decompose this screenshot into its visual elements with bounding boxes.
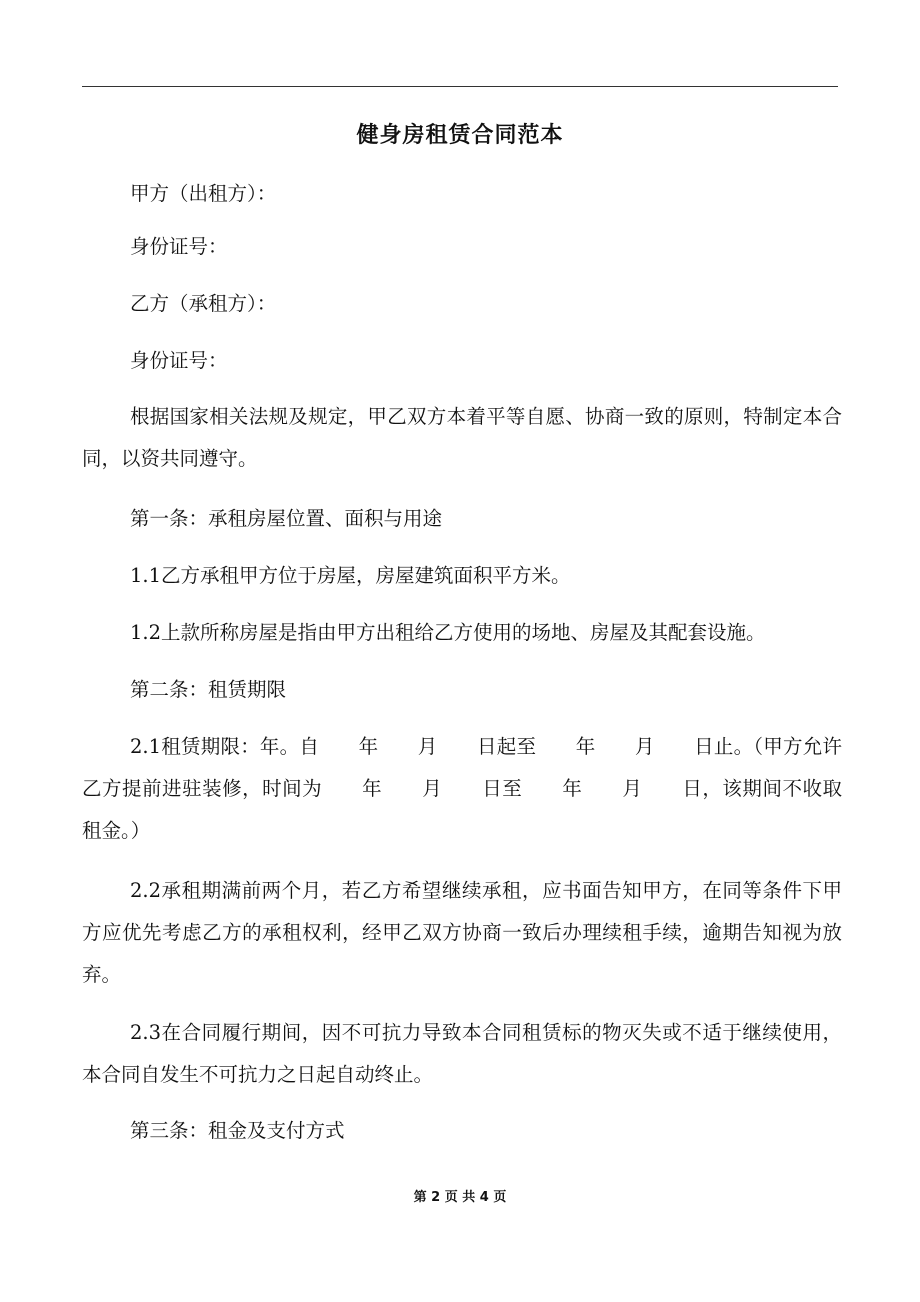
paragraph-clause-2-2: 2.2承租期满前两个月，若乙方希望继续承租，应书面告知甲方，在同等条件下甲方应优先考虑乙方的承租权利，经甲乙双方协商一致后办理续租手续，逾期告知视为放弃。 xyxy=(82,879,842,986)
paragraph-lessee: 乙方（承租方）： xyxy=(130,292,277,315)
paragraph-clause-1-1: 1.1乙方承租甲方位于房屋，房屋建筑面积平方米。 xyxy=(130,564,571,587)
page-number: 第 2 页 共 4 页 xyxy=(413,1190,507,1205)
paragraph-article-2: 第二条：租赁期限 xyxy=(130,678,287,701)
paragraph-clause-1-2: 1.2上款所称房屋是指由甲方出租给乙方使用的场地、房屋及其配套设施。 xyxy=(130,621,766,644)
paragraph-lessor: 甲方（出租方）： xyxy=(130,182,277,205)
paragraph-lessee-id: 身份证号： xyxy=(130,349,228,372)
header-rule xyxy=(82,86,838,87)
paragraph-clause-2-3: 2.3在合同履行期间，因不可抗力导致本合同租赁标的物灭失或不适于继续使用，本合同自发生不可抗力之日起自动终止。 xyxy=(82,1021,842,1086)
paragraph-preamble: 根据国家相关法规及规定，甲乙双方本着平等自愿、协商一致的原则，特制定本合同，以资共同遵守。 xyxy=(82,405,842,470)
document-title: 健身房租赁合同范本 xyxy=(356,123,564,148)
paragraph-article-3: 第三条：租金及支付方式 xyxy=(130,1119,345,1142)
paragraph-article-1: 第一条：承租房屋位置、面积与用途 xyxy=(130,507,443,530)
paragraph-clause-2-1: 2.1租赁期限：年。自 年 月 日起至 年 月 日止。（甲方允许乙方提前进驻装修，时间为 年 月 日至 年 月 日，该期间不收取租金。） xyxy=(82,735,842,842)
paragraph-lessor-id: 身份证号： xyxy=(130,235,228,258)
